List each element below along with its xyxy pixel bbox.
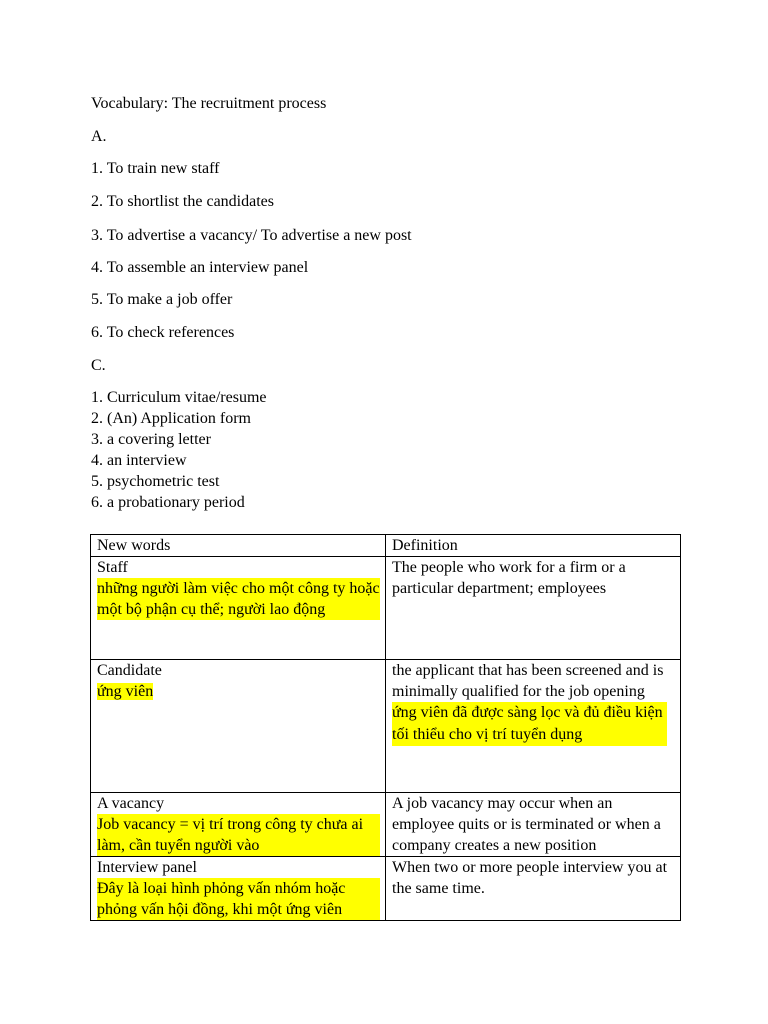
word-term: Interview panel <box>97 859 197 876</box>
definition-cell <box>386 660 681 793</box>
section-c-item: 1. Curriculum vitae/resume <box>91 389 267 406</box>
section-a-item: 2. To shortlist the candidates <box>91 193 274 210</box>
section-c-item: 4. an interview <box>91 452 187 469</box>
section-c-item: 2. (An) Application form <box>91 410 251 427</box>
word-term: Staff <box>97 559 128 576</box>
word-cell <box>91 557 386 660</box>
definition-text: The people who work for a firm or a particular department; employees <box>392 559 626 597</box>
section-c-heading: C. <box>91 357 106 374</box>
table-row <box>91 857 681 921</box>
table-header-row <box>91 535 681 557</box>
word-translation: những người làm việc cho một công ty hoặc một bộ phận cụ thể; người lao động <box>97 580 380 618</box>
header-new-words: New words <box>91 535 386 557</box>
section-a-item: 6. To check references <box>91 324 235 341</box>
definition-translation: ứng viên đã được sàng lọc và đủ điều kiện tối thiểu cho vị trí tuyển dụng <box>392 702 667 746</box>
word-term: Candidate <box>97 662 162 679</box>
definition-cell <box>386 793 681 857</box>
vocabulary-table <box>90 534 681 921</box>
table-row <box>91 793 681 857</box>
definition-text: A job vacancy may occur when an employee quits or is terminated or when a company creates a new position <box>392 795 661 854</box>
section-a-heading: A. <box>91 128 107 145</box>
word-term: A vacancy <box>97 795 165 812</box>
table-row <box>91 660 681 793</box>
section-a-item: 5. To make a job offer <box>91 291 233 308</box>
table-row <box>91 557 681 660</box>
definition-text: the applicant that has been screened and is minimally qualified for the job opening <box>392 662 664 700</box>
word-cell <box>91 793 386 857</box>
definition-cell <box>386 557 681 660</box>
word-cell <box>91 857 386 921</box>
header-definition: Definition <box>386 535 681 557</box>
section-a-item: 4. To assemble an interview panel <box>91 259 309 276</box>
section-c-item: 3. a covering letter <box>91 431 211 448</box>
word-translation: Job vacancy = vị trí trong công ty chưa ai làm, cần tuyển người vào <box>97 814 380 856</box>
word-translation: Đây là loại hình phỏng vấn nhóm hoặc phỏng vấn hội đồng, khi một ứng viên <box>97 878 380 920</box>
page-title: Vocabulary: The recruitment process <box>91 95 327 112</box>
word-cell <box>91 660 386 793</box>
section-c-item: 6. a probationary period <box>91 494 245 511</box>
section-a-item: 1. To train new staff <box>91 160 220 177</box>
word-translation-wrap <box>97 681 380 702</box>
definition-cell <box>386 857 681 921</box>
section-a-item: 3. To advertise a vacancy/ To advertise a new post <box>91 227 412 244</box>
definition-text: When two or more people interview you at the same time. <box>392 859 668 897</box>
section-c-item: 5. psychometric test <box>91 473 220 490</box>
word-translation: ứng viên <box>97 683 154 700</box>
